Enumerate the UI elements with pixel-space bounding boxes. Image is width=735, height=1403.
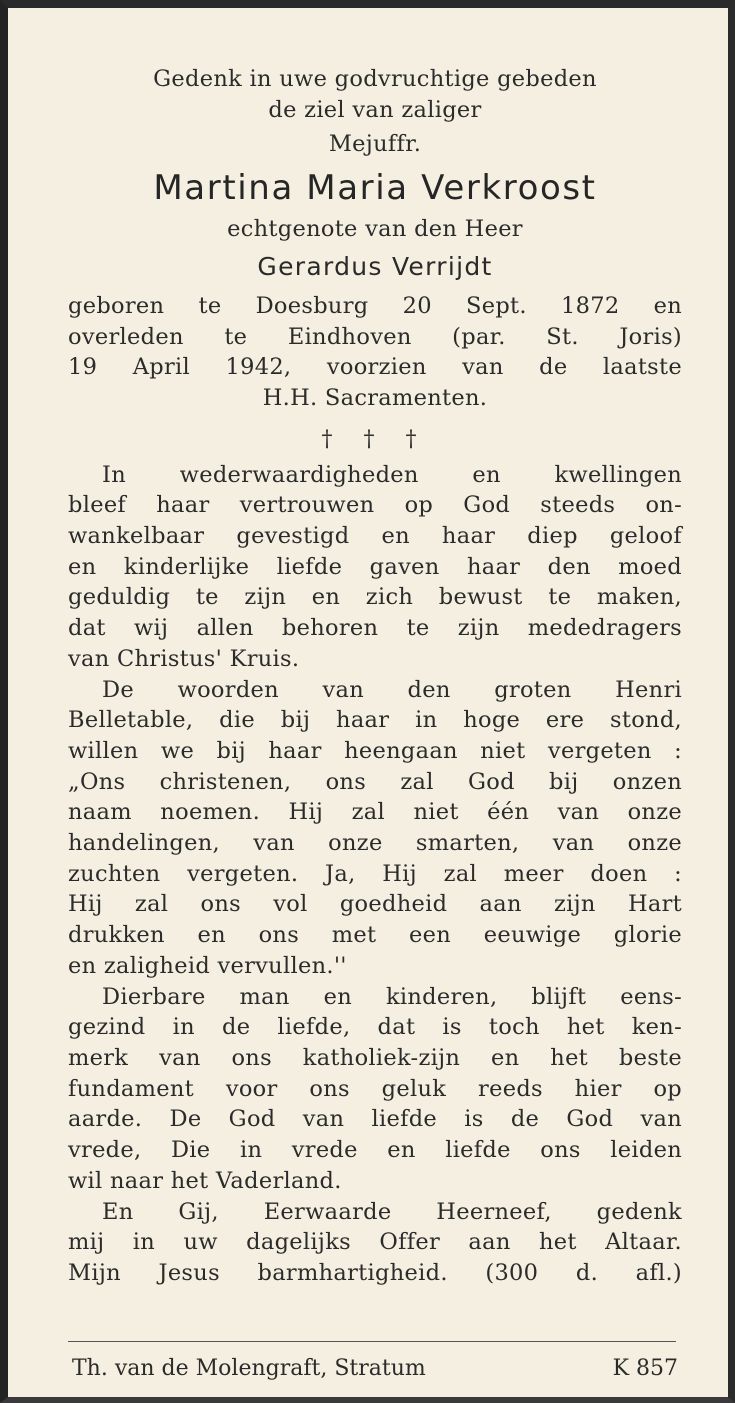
card-code: K 857 [612, 1356, 678, 1381]
text-line: mij in uw dagelijks Offer aan het Altaar. [68, 1229, 682, 1256]
text-line: willen we bij haar heengaan niet vergeten : [68, 737, 682, 764]
text-line: En Gij, Eerwaarde Heerneef, gedenk [102, 1198, 682, 1225]
text-line: aarde. De God van liefde is de God van [68, 1106, 682, 1133]
intro-line-2: de ziel van zaliger [268, 96, 482, 123]
text-line: vrede, Die in vrede en liefde ons leiden [68, 1137, 682, 1164]
birth-death-line: 19 April 1942, voorzien van de laatste [68, 354, 682, 381]
text-line: wankelbaar gevestigd en haar diep geloof [68, 523, 682, 550]
text-line: bleef haar vertrouwen op God steeds on- [68, 492, 682, 519]
text-line: Belletable, die bij haar in hoge ere stond, [68, 707, 682, 734]
text-line: naam noemen. Hij zal niet één van onze [68, 799, 682, 826]
paragraph-4 [68, 1197, 682, 1289]
birth-death-line: overleden te Eindhoven (par. St. Joris) [68, 323, 682, 350]
text-line: Hij zal ons vol goedheid aan zijn Hart [68, 891, 682, 918]
text-line: wil naar het Vaderland. [68, 1167, 342, 1194]
text-line: geduldig te zijn en zich bewust te maken, [68, 584, 682, 611]
text-line: Mijn Jesus barmhartigheid. (300 d. afl.) [68, 1259, 682, 1286]
text-line: gezind in de liefde, dat is toch het ken- [68, 1014, 682, 1041]
deceased-name: Martina Maria Verkroost [153, 168, 597, 209]
spouse-name: Gerardus Verrijdt [257, 251, 493, 281]
intro-line-1: Gedenk in uwe godvruchtige gebeden [153, 66, 597, 92]
footer-divider [68, 1341, 676, 1342]
text-line: De woorden van den groten Henri [102, 676, 682, 703]
spouse-intro: echtgenote van den Heer [227, 216, 523, 243]
text-line: drukken en ons met een eeuwige glorie [68, 922, 682, 949]
card-text [68, 64, 682, 1289]
text-line: van Christus' Kruis. [68, 645, 300, 672]
crosses-ornament: † † † [321, 426, 429, 452]
text-line: fundament voor ons geluk reeds hier op [68, 1075, 682, 1102]
paragraph-3 [68, 982, 682, 1197]
text-line: en zaligheid vervullen.'' [68, 952, 347, 979]
text-line: handelingen, van onze smarten, van onze [68, 830, 682, 857]
text-line: merk van ons katholiek-zijn en het beste [68, 1044, 682, 1071]
text-line: „Ons christenen, ons zal God bij onzen [68, 768, 682, 795]
text-line: In wederwaardigheden en kwellingen [102, 461, 682, 488]
birth-death-line: H.H. Sacramenten. [262, 384, 488, 411]
intro-title: Mejuffr. [328, 131, 422, 158]
text-line: en kinderlijke liefde gaven haar den moed [68, 553, 682, 580]
printer-name: Th. van de Molengraft, Stratum [72, 1356, 426, 1381]
text-line: dat wij allen behoren te zijn mededragers [68, 615, 682, 642]
paragraph-2 [68, 675, 682, 982]
text-line: Dierbare man en kinderen, blijft eens- [102, 983, 682, 1010]
paragraph-1 [68, 460, 682, 675]
text-line: zuchten vergeten. Ja, Hij zal meer doen : [68, 860, 682, 887]
birth-death-line: geboren te Doesburg 20 Sept. 1872 en [68, 292, 682, 319]
printer-footer [72, 1354, 678, 1384]
